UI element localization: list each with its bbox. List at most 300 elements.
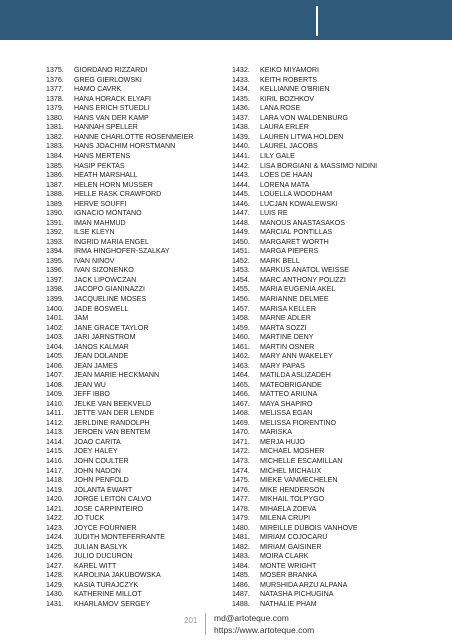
entry-number: 1409.	[46, 390, 64, 399]
list-item	[46, 323, 246, 333]
entry-number: 1381.	[46, 123, 64, 132]
list-item	[46, 76, 246, 86]
entry-number: 1461.	[232, 342, 250, 351]
footer-divider	[205, 613, 206, 635]
entry-name: JOLANTA EWART	[74, 485, 133, 494]
entry-number: 1446.	[232, 199, 250, 208]
entry-name: MATEOBRIGANDE	[260, 380, 322, 389]
entry-number: 1439.	[232, 132, 250, 141]
entry-number: 1380.	[46, 113, 64, 122]
entry-number: 1465.	[232, 380, 250, 389]
entry-number: 1429.	[46, 580, 64, 589]
header-divider	[316, 6, 318, 36]
entry-name: MOSER BRANKA	[260, 571, 318, 580]
entry-number: 1394.	[46, 247, 64, 256]
left-name-column	[46, 66, 246, 609]
entry-name: LUIS RE	[260, 209, 288, 218]
entry-name: MARC ANTHONY POLIZZI	[260, 275, 346, 284]
entry-name: JOAO CARITA	[74, 437, 121, 446]
entry-name: HELEN HORN MUSSER	[74, 180, 153, 189]
entry-number: 1432.	[232, 66, 250, 75]
entry-number: 1458.	[232, 314, 250, 323]
list-item	[232, 95, 432, 105]
entry-name: NATHALIE PHAM	[260, 599, 317, 608]
entry-name: MIKE HENDERSON	[260, 485, 325, 494]
entry-name: IRMA HINGHOFER-SZALKAY	[74, 247, 170, 256]
entry-name: MARTA SOZZI	[260, 323, 307, 332]
entry-name: MICHEL MICHAUX	[260, 466, 322, 475]
entry-name: LANA ROSE	[260, 104, 301, 113]
entry-number: 1454.	[232, 275, 250, 284]
page-number: 201	[184, 616, 198, 625]
entry-number: 1407.	[46, 371, 64, 380]
entry-name: HASIP PEKTAS	[74, 161, 125, 170]
entry-name: JACOPO GIANINAZZI	[74, 285, 145, 294]
entry-name: JOHN PENFOLD	[74, 476, 129, 485]
list-item	[46, 276, 246, 286]
list-item	[232, 390, 432, 400]
entry-number: 1415.	[46, 447, 64, 456]
entry-name: KATHERINE MILLOT	[74, 590, 142, 599]
entry-name: JEROEN VAN BENTEM	[74, 428, 151, 437]
entry-name: HANNE CHARLOTTE ROSENMEIER	[74, 132, 194, 141]
entry-number: 1481.	[232, 533, 250, 542]
entry-number: 1421.	[46, 504, 64, 513]
list-item	[46, 571, 246, 581]
list-item	[46, 190, 246, 200]
list-item	[46, 381, 246, 391]
entry-name: MIREILLE DUBOIS VANHOVE	[260, 523, 358, 532]
entry-name: MATTEO ARIUNA	[260, 390, 318, 399]
entry-number: 1418.	[46, 476, 64, 485]
entry-number: 1435.	[232, 94, 250, 103]
list-item	[232, 552, 432, 562]
list-item	[232, 276, 432, 286]
list-item	[46, 285, 246, 295]
list-item	[232, 199, 432, 209]
list-item	[46, 161, 246, 171]
entry-name: MARKUS ANATOL WEISSE	[260, 266, 349, 275]
entry-name: KHARLAMOV SERGEY	[74, 599, 151, 608]
list-item	[232, 600, 432, 610]
list-item	[232, 266, 432, 276]
entry-name: KEITH ROBERTS	[260, 75, 318, 84]
list-item	[232, 485, 432, 495]
footer-email[interactable]: md@artoteque.com	[214, 613, 289, 623]
entry-number: 1398.	[46, 285, 64, 294]
entry-name: HANS JOACHIM HORSTMANN	[74, 142, 176, 151]
entry-name: MARTIN OSNER	[260, 342, 315, 351]
entry-name: MAYA SHAPIRO	[260, 399, 313, 408]
list-item	[46, 524, 246, 534]
entry-name: MURSHIDA ARZU ALPANA	[260, 580, 348, 589]
entry-number: 1479.	[232, 514, 250, 523]
entry-name: JANE GRACE TAYLOR	[74, 323, 149, 332]
list-item	[46, 590, 246, 600]
entry-name: MARGARET WORTH	[260, 237, 329, 246]
list-item	[46, 600, 246, 610]
entry-number: 1442.	[232, 161, 250, 170]
list-item	[46, 257, 246, 267]
list-item	[46, 123, 246, 133]
entry-number: 1463.	[232, 361, 250, 370]
entry-name: GREG GIERLOWSKI	[74, 75, 142, 84]
entry-name: HAMO CAVRK	[74, 85, 122, 94]
entry-name: JOHN NADON	[74, 466, 121, 475]
entry-number: 1377.	[46, 85, 64, 94]
entry-number: 1403.	[46, 333, 64, 342]
entry-number: 1396.	[46, 266, 64, 275]
entry-name: JOSE CARPINTEIRO	[74, 504, 143, 513]
entry-name: JADE BOSWELL	[74, 304, 129, 313]
entry-name: JORGE LEITON CALVO	[74, 495, 152, 504]
entry-number: 1424.	[46, 533, 64, 542]
entry-number: 1402.	[46, 323, 64, 332]
list-item	[232, 323, 432, 333]
entry-number: 1419.	[46, 485, 64, 494]
list-item	[46, 104, 246, 114]
entry-name: JETTE VAN DER LENDE	[74, 409, 155, 418]
list-item	[46, 266, 246, 276]
list-item	[46, 543, 246, 553]
list-item	[232, 295, 432, 305]
entry-name: MARY PAPAS	[260, 361, 305, 370]
entry-number: 1383.	[46, 142, 64, 151]
list-item	[46, 400, 246, 410]
list-item	[232, 371, 432, 381]
list-item	[232, 590, 432, 600]
entry-number: 1434.	[232, 85, 250, 94]
entry-number: 1477.	[232, 495, 250, 504]
list-item	[232, 476, 432, 486]
list-item	[232, 419, 432, 429]
entry-name: MIRIAM COJOCARU	[260, 533, 328, 542]
entry-number: 1444.	[232, 180, 250, 189]
entry-number: 1448.	[232, 218, 250, 227]
list-item	[46, 562, 246, 572]
entry-name: MELISSA FIORENTINO	[260, 418, 337, 427]
entry-name: MARCIAL PONTILLAS	[260, 228, 333, 237]
entry-name: MARGA PIEPERS	[260, 247, 319, 256]
entry-number: 1472.	[232, 447, 250, 456]
entry-name: HERVE SOUFFI	[74, 199, 127, 208]
entry-number: 1460.	[232, 333, 250, 342]
entry-name: LARA VON WALDENBURG	[260, 113, 349, 122]
entry-name: JAM	[74, 314, 89, 323]
entry-name: MANOUS ANASTASAKOS	[260, 218, 346, 227]
list-item	[46, 552, 246, 562]
entry-number: 1457.	[232, 304, 250, 313]
entry-number: 1451.	[232, 247, 250, 256]
entry-number: 1441.	[232, 152, 250, 160]
list-item	[232, 257, 432, 267]
list-item	[232, 247, 432, 257]
list-item	[46, 66, 246, 76]
entry-number: 1404.	[46, 342, 64, 351]
entry-name: JEAN DOLANDE	[74, 352, 129, 361]
entry-name: MICHELLE ESCAMILLAN	[260, 457, 343, 465]
entry-number: 1487.	[232, 590, 250, 599]
list-item	[46, 466, 246, 476]
list-item	[232, 342, 432, 352]
list-item	[232, 438, 432, 448]
entry-name: MELISSA EGAN	[260, 409, 313, 418]
entry-name: JACK LIPOWCZAN	[74, 275, 137, 284]
entry-name: KEIKO MIYAMORI	[260, 66, 319, 75]
list-item	[232, 495, 432, 505]
list-item	[232, 104, 432, 114]
entry-number: 1433.	[232, 75, 250, 84]
entry-number: 1470.	[232, 428, 250, 437]
entry-name: MARY ANN WAKELEY	[260, 352, 333, 361]
entry-name: MILENA CRUPI	[260, 514, 311, 523]
entry-number: 1414.	[46, 437, 64, 446]
entry-number: 1417.	[46, 466, 64, 475]
entry-name: JANOS KALMAR	[74, 342, 129, 351]
list-item	[46, 352, 246, 362]
entry-number: 1427.	[46, 561, 64, 570]
entry-name: HELLE RASK CRAWFORD	[74, 190, 162, 199]
entry-number: 1468.	[232, 409, 250, 418]
entry-name: JOYCE FOURNIER	[74, 523, 137, 532]
list-item	[232, 562, 432, 572]
list-item	[232, 161, 432, 171]
entry-number: 1378.	[46, 94, 64, 103]
entry-number: 1437.	[232, 113, 250, 122]
entry-name: HANA HORACK ELYAFI	[74, 94, 151, 103]
entry-name: HANS ERICH STUEDLI	[74, 104, 150, 113]
entry-number: 1392.	[46, 228, 64, 237]
entry-name: JEAN MARIE HECKMANN	[74, 371, 160, 380]
list-item	[232, 524, 432, 534]
list-item	[46, 514, 246, 524]
entry-number: 1445.	[232, 190, 250, 199]
entry-name: MARTINE DENY	[260, 333, 314, 342]
entry-number: 1408.	[46, 380, 64, 389]
entry-number: 1416.	[46, 457, 64, 465]
entry-number: 1385.	[46, 161, 64, 170]
entry-name: MIHAELA ZOEVA	[260, 504, 317, 513]
list-item	[46, 85, 246, 95]
list-item	[46, 390, 246, 400]
entry-name: LORENA MATA	[260, 180, 310, 189]
list-item	[46, 361, 246, 371]
entry-name: MARNE ADLER	[260, 314, 311, 323]
entry-number: 1420.	[46, 495, 64, 504]
list-item	[232, 123, 432, 133]
list-item	[46, 238, 246, 248]
entry-name: LISA BORGIANI & MASSIMO NIDINI	[260, 161, 378, 170]
entry-number: 1430.	[46, 590, 64, 599]
list-item	[46, 447, 246, 457]
entry-name: HANNAH SPELLER	[74, 123, 138, 132]
entry-number: 1426.	[46, 552, 64, 561]
entry-name: LOES DE HAAN	[260, 171, 313, 180]
entry-number: 1483.	[232, 552, 250, 561]
list-item	[46, 438, 246, 448]
entry-number: 1391.	[46, 218, 64, 227]
entry-name: IVAN NINOV	[74, 256, 115, 265]
list-item	[232, 133, 432, 143]
entry-number: 1405.	[46, 352, 64, 361]
entry-name: MATILDA ASLIZADEH	[260, 371, 331, 380]
list-item	[232, 333, 432, 343]
list-item	[232, 533, 432, 543]
entry-name: JEAN WU	[74, 380, 106, 389]
list-item	[46, 581, 246, 591]
list-item	[232, 142, 432, 152]
entry-name: JOEY HALEY	[74, 447, 118, 456]
entry-name: MOIRA CLARK	[260, 552, 309, 561]
entry-number: 1413.	[46, 428, 64, 437]
list-item	[46, 342, 246, 352]
entry-number: 1462.	[232, 352, 250, 361]
list-item	[232, 457, 432, 467]
entry-number: 1376.	[46, 75, 64, 84]
entry-number: 1422.	[46, 514, 64, 523]
entry-name: JULIAN BASLYK	[74, 542, 128, 551]
entry-name: KAREL WITT	[74, 561, 117, 570]
list-item	[46, 199, 246, 209]
entry-name: MARISKA	[260, 428, 292, 437]
entry-number: 1410.	[46, 399, 64, 408]
entry-number: 1412.	[46, 418, 64, 427]
entry-number: 1466.	[232, 390, 250, 399]
entry-number: 1379.	[46, 104, 64, 113]
entry-name: MIRIAM GAISINER	[260, 542, 322, 551]
entry-name: LUCJAN KOWALEWSKI	[260, 199, 338, 208]
entry-name: JEFF IBBO	[74, 390, 110, 399]
list-item	[232, 361, 432, 371]
list-item	[46, 533, 246, 543]
entry-number: 1399.	[46, 294, 64, 303]
entry-name: KELLIANNE O'BRIEN	[260, 85, 330, 94]
footer-url[interactable]: https://www.artoteque.com	[214, 625, 315, 635]
header-bar	[0, 0, 452, 40]
entry-name: ILSE KLEYN	[74, 228, 115, 237]
entry-number: 1447.	[232, 209, 250, 218]
entry-name: JELKE VAN BEEKVELD	[74, 399, 152, 408]
entry-name: JO TUCK	[74, 514, 105, 523]
entry-number: 1438.	[232, 123, 250, 132]
entry-name: JUDITH MONTEFERRANTE	[74, 533, 166, 542]
entry-number: 1411.	[46, 409, 64, 418]
list-item	[232, 409, 432, 419]
list-item	[46, 219, 246, 229]
entry-name: IMAN MAHMUD	[74, 218, 126, 227]
entry-number: 1375.	[46, 66, 64, 75]
entry-number: 1453.	[232, 266, 250, 275]
entry-name: HEATH MARSHALL	[74, 171, 138, 180]
entry-name: MIEKE VANMECHELEN	[260, 476, 338, 485]
entry-name: LAUREN LITWA HOLDEN	[260, 132, 344, 141]
list-item	[232, 304, 432, 314]
list-item	[232, 447, 432, 457]
list-item	[232, 428, 432, 438]
entry-number: 1388.	[46, 190, 64, 199]
entry-number: 1406.	[46, 361, 64, 370]
list-item	[46, 504, 246, 514]
entry-name: LAURA ERLER	[260, 123, 309, 132]
list-item	[232, 180, 432, 190]
list-item	[46, 295, 246, 305]
entry-number: 1480.	[232, 523, 250, 532]
entry-number: 1474.	[232, 466, 250, 475]
entry-number: 1428.	[46, 571, 64, 580]
list-item	[232, 400, 432, 410]
list-item	[232, 314, 432, 324]
right-name-column	[232, 66, 432, 609]
entry-number: 1459.	[232, 323, 250, 332]
list-item	[46, 333, 246, 343]
list-item	[232, 571, 432, 581]
entry-number: 1397.	[46, 275, 64, 284]
entry-number: 1482.	[232, 542, 250, 551]
entry-name: MARISA KELLER	[260, 304, 316, 313]
entry-number: 1475.	[232, 476, 250, 485]
list-item	[232, 381, 432, 391]
entry-name: NATASHA PICHUGINA	[260, 590, 334, 599]
list-item	[46, 485, 246, 495]
list-item	[232, 209, 432, 219]
entry-name: KAROLINA JAKUBOWSKA	[74, 571, 161, 580]
list-item	[232, 219, 432, 229]
entry-number: 1484.	[232, 561, 250, 570]
entry-number: 1469.	[232, 418, 250, 427]
entry-number: 1440.	[232, 142, 250, 151]
list-item	[46, 114, 246, 124]
entry-number: 1382.	[46, 132, 64, 141]
entry-number: 1478.	[232, 504, 250, 513]
list-item	[46, 419, 246, 429]
list-item	[232, 66, 432, 76]
entry-name: MARIA EUGENIA AKEL	[260, 285, 336, 294]
list-item	[46, 428, 246, 438]
entry-name: JERLDINE RANDOLPH	[74, 418, 150, 427]
entry-name: MARIANNE DELMEE	[260, 294, 329, 303]
list-item	[232, 543, 432, 553]
entry-number: 1476.	[232, 485, 250, 494]
list-item	[46, 371, 246, 381]
entry-number: 1400.	[46, 304, 64, 313]
list-item	[232, 190, 432, 200]
list-item	[46, 209, 246, 219]
entry-number: 1473.	[232, 457, 250, 465]
entry-name: GIORDANO RIZZARDI	[74, 66, 148, 75]
entry-name: JARI JARNSTROM	[74, 333, 136, 342]
list-item	[46, 228, 246, 238]
list-item	[232, 152, 432, 162]
entry-number: 1456.	[232, 294, 250, 303]
entry-name: MICHAEL MOSHER	[260, 447, 325, 456]
list-item	[46, 314, 246, 324]
entry-name: LILY GALE	[260, 152, 295, 160]
entry-number: 1393.	[46, 237, 64, 246]
list-item	[46, 476, 246, 486]
list-item	[46, 304, 246, 314]
list-item	[46, 95, 246, 105]
list-item	[232, 285, 432, 295]
entry-number: 1485.	[232, 571, 250, 580]
entry-number: 1464.	[232, 371, 250, 380]
list-item	[46, 457, 246, 467]
entry-number: 1449.	[232, 228, 250, 237]
entry-name: MERJA HUJO	[260, 437, 305, 446]
list-item	[232, 514, 432, 524]
list-item	[232, 504, 432, 514]
list-item	[232, 171, 432, 181]
entry-name: KIRIL BOZHKOV	[260, 94, 315, 103]
